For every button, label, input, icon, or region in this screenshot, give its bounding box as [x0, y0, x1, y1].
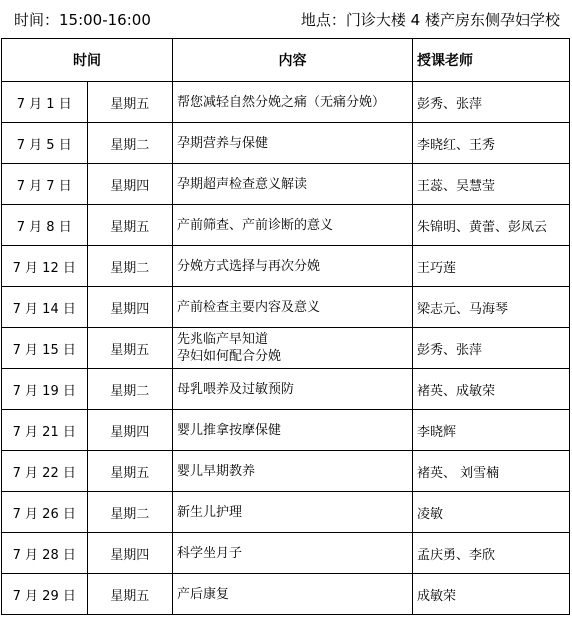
table-header-row: [2, 39, 570, 82]
cell-teacher: 王蕊、吴慧莹: [413, 164, 570, 205]
column-header-teacher: 授课老师: [413, 39, 570, 82]
cell-content: [173, 369, 413, 410]
cell-weekday: 星期五: [87, 451, 173, 492]
content-line: 母乳喂养及过敏预防: [177, 381, 295, 397]
cell-weekday: 星期二: [87, 123, 173, 164]
cell-weekday: 星期四: [87, 410, 173, 451]
table-row: [2, 451, 570, 492]
cell-teacher: 褚英、成敏荣: [413, 369, 570, 410]
class-location: 地点：门诊大楼 4 楼产房东侧孕妇学校: [300, 11, 560, 29]
page-header: [0, 0, 572, 38]
content-line: 帮您减轻自然分娩之痛（无痛分娩）: [177, 94, 386, 110]
content-line: 分娩方式选择与再次分娩: [177, 258, 321, 274]
cell-date: 7 月 15 日: [2, 328, 88, 369]
table-row: [2, 410, 570, 451]
cell-teacher: 梁志元、马海琴: [413, 287, 570, 328]
cell-weekday: 星期四: [87, 533, 173, 574]
cell-weekday: 星期五: [87, 574, 173, 615]
cell-weekday: 星期四: [87, 287, 173, 328]
cell-date: 7 月 14 日: [2, 287, 88, 328]
content-line: 先兆临产早知道: [177, 332, 269, 347]
cell-weekday: 星期二: [87, 369, 173, 410]
table-row: [2, 82, 570, 123]
cell-date: 7 月 7 日: [2, 164, 88, 205]
cell-content: [173, 246, 413, 287]
cell-teacher: 褚英、 刘雪楠: [413, 451, 570, 492]
content-line: 产前检查主要内容及意义: [177, 299, 321, 315]
cell-date: 7 月 21 日: [2, 410, 88, 451]
table-row: [2, 246, 570, 287]
cell-weekday: 星期二: [87, 492, 173, 533]
cell-date: 7 月 26 日: [2, 492, 88, 533]
content-line: 孕妇如何配合分娩: [177, 349, 282, 364]
cell-teacher: 彭秀、张萍: [413, 328, 570, 369]
table-row: [2, 123, 570, 164]
cell-content: [173, 205, 413, 246]
table-row: [2, 205, 570, 246]
cell-content: [173, 492, 413, 533]
content-line: 产后康复: [177, 586, 230, 602]
cell-date: 7 月 1 日: [2, 82, 88, 123]
content-line: 孕期超声检查意义解读: [177, 176, 308, 192]
cell-teacher: 李晓辉: [413, 410, 570, 451]
cell-weekday: 星期五: [87, 328, 173, 369]
content-line: 婴儿早期教养: [177, 463, 256, 479]
cell-date: 7 月 12 日: [2, 246, 88, 287]
content-line: 孕期营养与保健: [177, 135, 269, 151]
cell-content: [173, 123, 413, 164]
cell-teacher: 孟庆勇、李欣: [413, 533, 570, 574]
cell-content: [173, 164, 413, 205]
table-row: [2, 164, 570, 205]
class-time: 时间：15:00-16:00: [14, 11, 151, 29]
cell-weekday: 星期四: [87, 164, 173, 205]
table-row: [2, 492, 570, 533]
cell-content: [173, 82, 413, 123]
cell-content: [173, 287, 413, 328]
cell-date: 7 月 22 日: [2, 451, 88, 492]
cell-content: [173, 533, 413, 574]
cell-teacher: 李晓红、王秀: [413, 123, 570, 164]
cell-date: 7 月 19 日: [2, 369, 88, 410]
cell-weekday: 星期五: [87, 205, 173, 246]
cell-date: 7 月 8 日: [2, 205, 88, 246]
table-row: [2, 287, 570, 328]
cell-content: [173, 451, 413, 492]
content-line: 婴儿推拿按摩保健: [177, 422, 282, 438]
cell-content: [173, 328, 413, 369]
column-header-time: 时间: [2, 39, 173, 82]
cell-content: [173, 574, 413, 615]
column-header-content: 内容: [173, 39, 413, 82]
cell-date: 7 月 29 日: [2, 574, 88, 615]
content-line: 产前筛查、产前诊断的意义: [177, 217, 334, 233]
cell-teacher: 彭秀、张萍: [413, 82, 570, 123]
schedule-table: [1, 38, 570, 615]
cell-weekday: 星期二: [87, 246, 173, 287]
cell-teacher: 凌敏: [413, 492, 570, 533]
cell-date: 7 月 28 日: [2, 533, 88, 574]
cell-weekday: 星期五: [87, 82, 173, 123]
cell-teacher: 王巧莲: [413, 246, 570, 287]
content-line: 科学坐月子: [177, 545, 243, 561]
content-line: 新生儿护理: [177, 504, 243, 520]
cell-date: 7 月 5 日: [2, 123, 88, 164]
table-row: [2, 328, 570, 369]
table-row: [2, 533, 570, 574]
table-row: [2, 369, 570, 410]
cell-teacher: 成敏荣: [413, 574, 570, 615]
cell-content: [173, 410, 413, 451]
table-row: [2, 574, 570, 615]
cell-teacher: 朱锦明、黄蕾、彭凤云: [413, 205, 570, 246]
schedule-body: [2, 82, 570, 615]
